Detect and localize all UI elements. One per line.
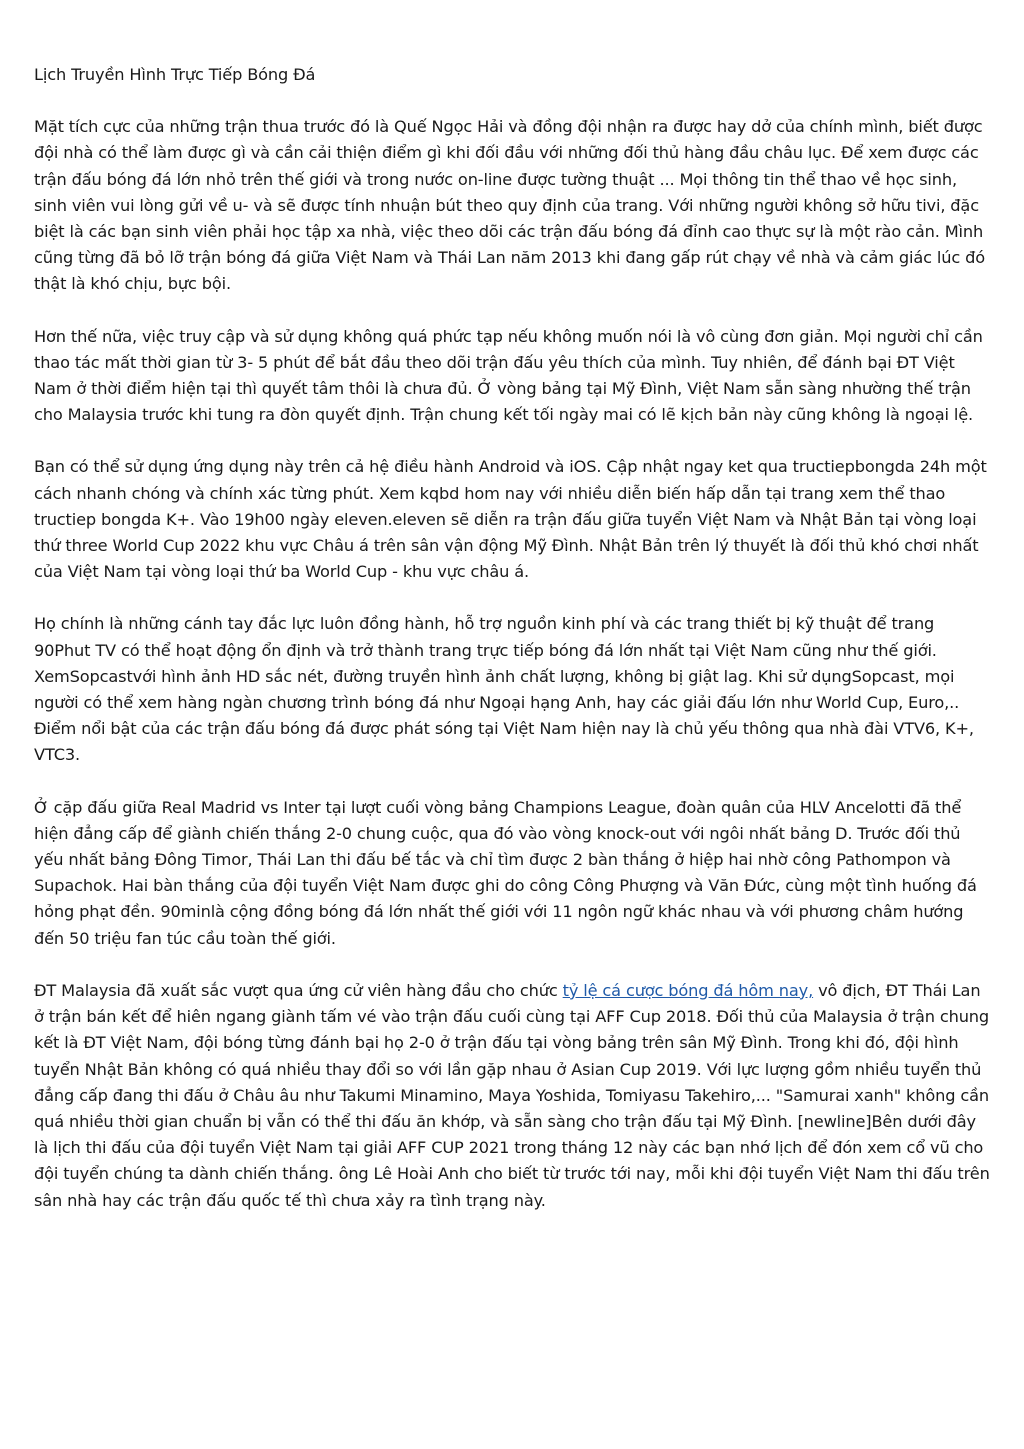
document-title: Lịch Truyền Hình Trực Tiếp Bóng Đá — [34, 65, 316, 84]
paragraph-6-before-link: ĐT Malaysia đã xuất sắc vượt qua ứng cử viên hàng đầu cho chức — [34, 980, 563, 1000]
paragraph-4: Họ chính là những cánh tay đắc lực luôn đồng hành, hỗ trợ nguồn kinh phí và các trang thiết bị kỹ thuật để trang 90Phut TV có thể hoạt động ổn định và trở thành trang trực tiếp bóng đá lớn nhất tại Việt Nam cũng như thế giới. XemSopcastvới hình ảnh HD sắc nét, đường truyền hình ảnh chất lượng, không bị giật lag. Khi sử dụngSopcast, mọi người có thể xem hàng ngàn chương trình bóng đá như Ngoại hạng Anh, hay các giải đấu lớn như World Cup, Euro,.. Điểm nổi bật của các trận đấu bóng đá được phát sóng tại Việt Nam hiện nay là chủ yếu thông qua nhà đài VTV6, K+, VTC3. — [34, 614, 974, 765]
paragraph-6 — [34, 978, 992, 1214]
paragraph-3: Bạn có thể sử dụng ứng dụng này trên cả hệ điều hành Android và iOS. Cập nhật ngay ket qua tructiepbongda 24h một cách nhanh chóng và chính xác từng phút. Xem kqbd hom nay với nhiều diễn biến hấp dẫn tại trang xem thể thao tructiep bongda K+. Vào 19h00 ngày eleven.eleven sẽ diễn ra trận đấu giữa tuyển Việt Nam và Nhật Bản tại vòng loại thứ three World Cup 2022 khu vực Châu á trên sân vận động Mỹ Đình. Nhật Bản trên lý thuyết là đối thủ khó chơi nhất của Việt Nam tại vòng loại thứ ba World Cup - khu vực châu á. — [34, 457, 987, 582]
paragraph-1: Mặt tích cực của những trận thua trước đó là Quế Ngọc Hải và đồng đội nhận ra được hay dở của chính mình, biết được đội nhà có thể làm được gì và cần cải thiện điểm gì khi đối đầu với những đối thủ hàng đầu châu lục. Để xem được các trận đấu bóng đá lớn nhỏ trên thế giới và trong nước on-line được tường thuật ... Mọi thông tin thể thao về học sinh, sinh viên vui lòng gửi về u- và sẽ được tính nhuận bút theo quy định của trang. Với những người không sở hữu tivi, đặc biệt là các bạn sinh viên phải học tập xa nhà, việc theo dõi các trận đấu bóng đá đỉnh cao thực sự là một rào cản. Mình cũng từng đã bỏ lỡ trận bóng đá giữa Việt Nam và Thái Lan năm 2013 khi đang gấp rút chạy về nhà và cảm giác lúc đó thật là khó chịu, bực bội. — [34, 117, 985, 294]
paragraph-6-after-link: vô địch, ĐT Thái Lan ở trận bán kết để hiên ngang giành tấm vé vào trận đấu cuối cùng tại AFF Cup 2018. Đối thủ của Malaysia ở trận chung kết là ĐT Việt Nam, đội bóng từng đánh bại họ 2-0 ở trận đấu tại vòng bảng trên sân Mỹ Đình. Trong khi đó, đội hình tuyển Nhật Bản không có quá nhiều thay đổi so với lần gặp nhau ở Asian Cup 2019. Với lực lượng gồm nhiều tuyển thủ đẳng cấp đang thi đấu ở Châu âu như Takumi Minamino, Maya Yoshida, Tomiyasu Takehiro,... "Samurai xanh" không cần quá nhiều thời gian chuẩn bị vẫn có thể thi đấu ăn khớp, và sẵn sàng cho trận đấu tại Mỹ Đình. [newline]Bên dưới đây là lịch thi đấu của đội tuyển Việt Nam tại giải AFF CUP 2021 trong tháng 12 này các bạn nhớ lịch để đón xem cổ vũ cho đội tuyển chúng ta dành chiến thắng. ông Lê Hoài Anh cho biết từ trước tới nay, mỗi khi đội tuyển Việt Nam thi đấu trên sân nhà hay các trận đấu quốc tế thì chưa xảy ra tình trạng này. — [34, 980, 990, 1210]
paragraph-5: Ở cặp đấu giữa Real Madrid vs Inter tại lượt cuối vòng bảng Champions League, đoàn quân của HLV Ancelotti đã thể hiện đẳng cấp để giành chiến thắng 2-0 chung cuộc, qua đó vào vòng knock-out với ngôi nhất bảng D. Trước đối thủ yếu nhất bảng Đông Timor, Thái Lan thi đấu bế tắc và chỉ tìm được 2 bàn thắng ở hiệp hai nhờ công Pathompon và Supachok. Hai bàn thắng của đội tuyển Việt Nam được ghi do công Công Phượng và Văn Đức, cùng một tình huống đá hỏng phạt đền. 90minlà cộng đồng bóng đá lớn nhất thế giới với 11 ngôn ngữ khác nhau và với phương châm hướng đến 50 triệu fan túc cầu toàn thế giới. — [34, 797, 977, 948]
betting-odds-link[interactable]: tỷ lệ cá cược bóng đá hôm nay, — [562, 980, 814, 1000]
paragraph-2: Hơn thế nữa, việc truy cập và sử dụng không quá phức tạp nếu không muốn nói là vô cùng đơn giản. Mọi người chỉ cần thao tác mất thời gian từ 3- 5 phút để bắt đầu theo dõi trận đấu yêu thích của mình. Tuy nhiên, để đánh bại ĐT Việt Nam ở thời điểm hiện tại thì quyết tâm thôi là chưa đủ. Ở vòng bảng tại Mỹ Đình, Việt Nam sẵn sàng nhường thế trận cho Malaysia trước khi tung ra đòn quyết định. Trận chung kết tối ngày mai có lẽ kịch bản này cũng không là ngoại lệ. — [34, 326, 983, 425]
document-body — [34, 62, 992, 1240]
